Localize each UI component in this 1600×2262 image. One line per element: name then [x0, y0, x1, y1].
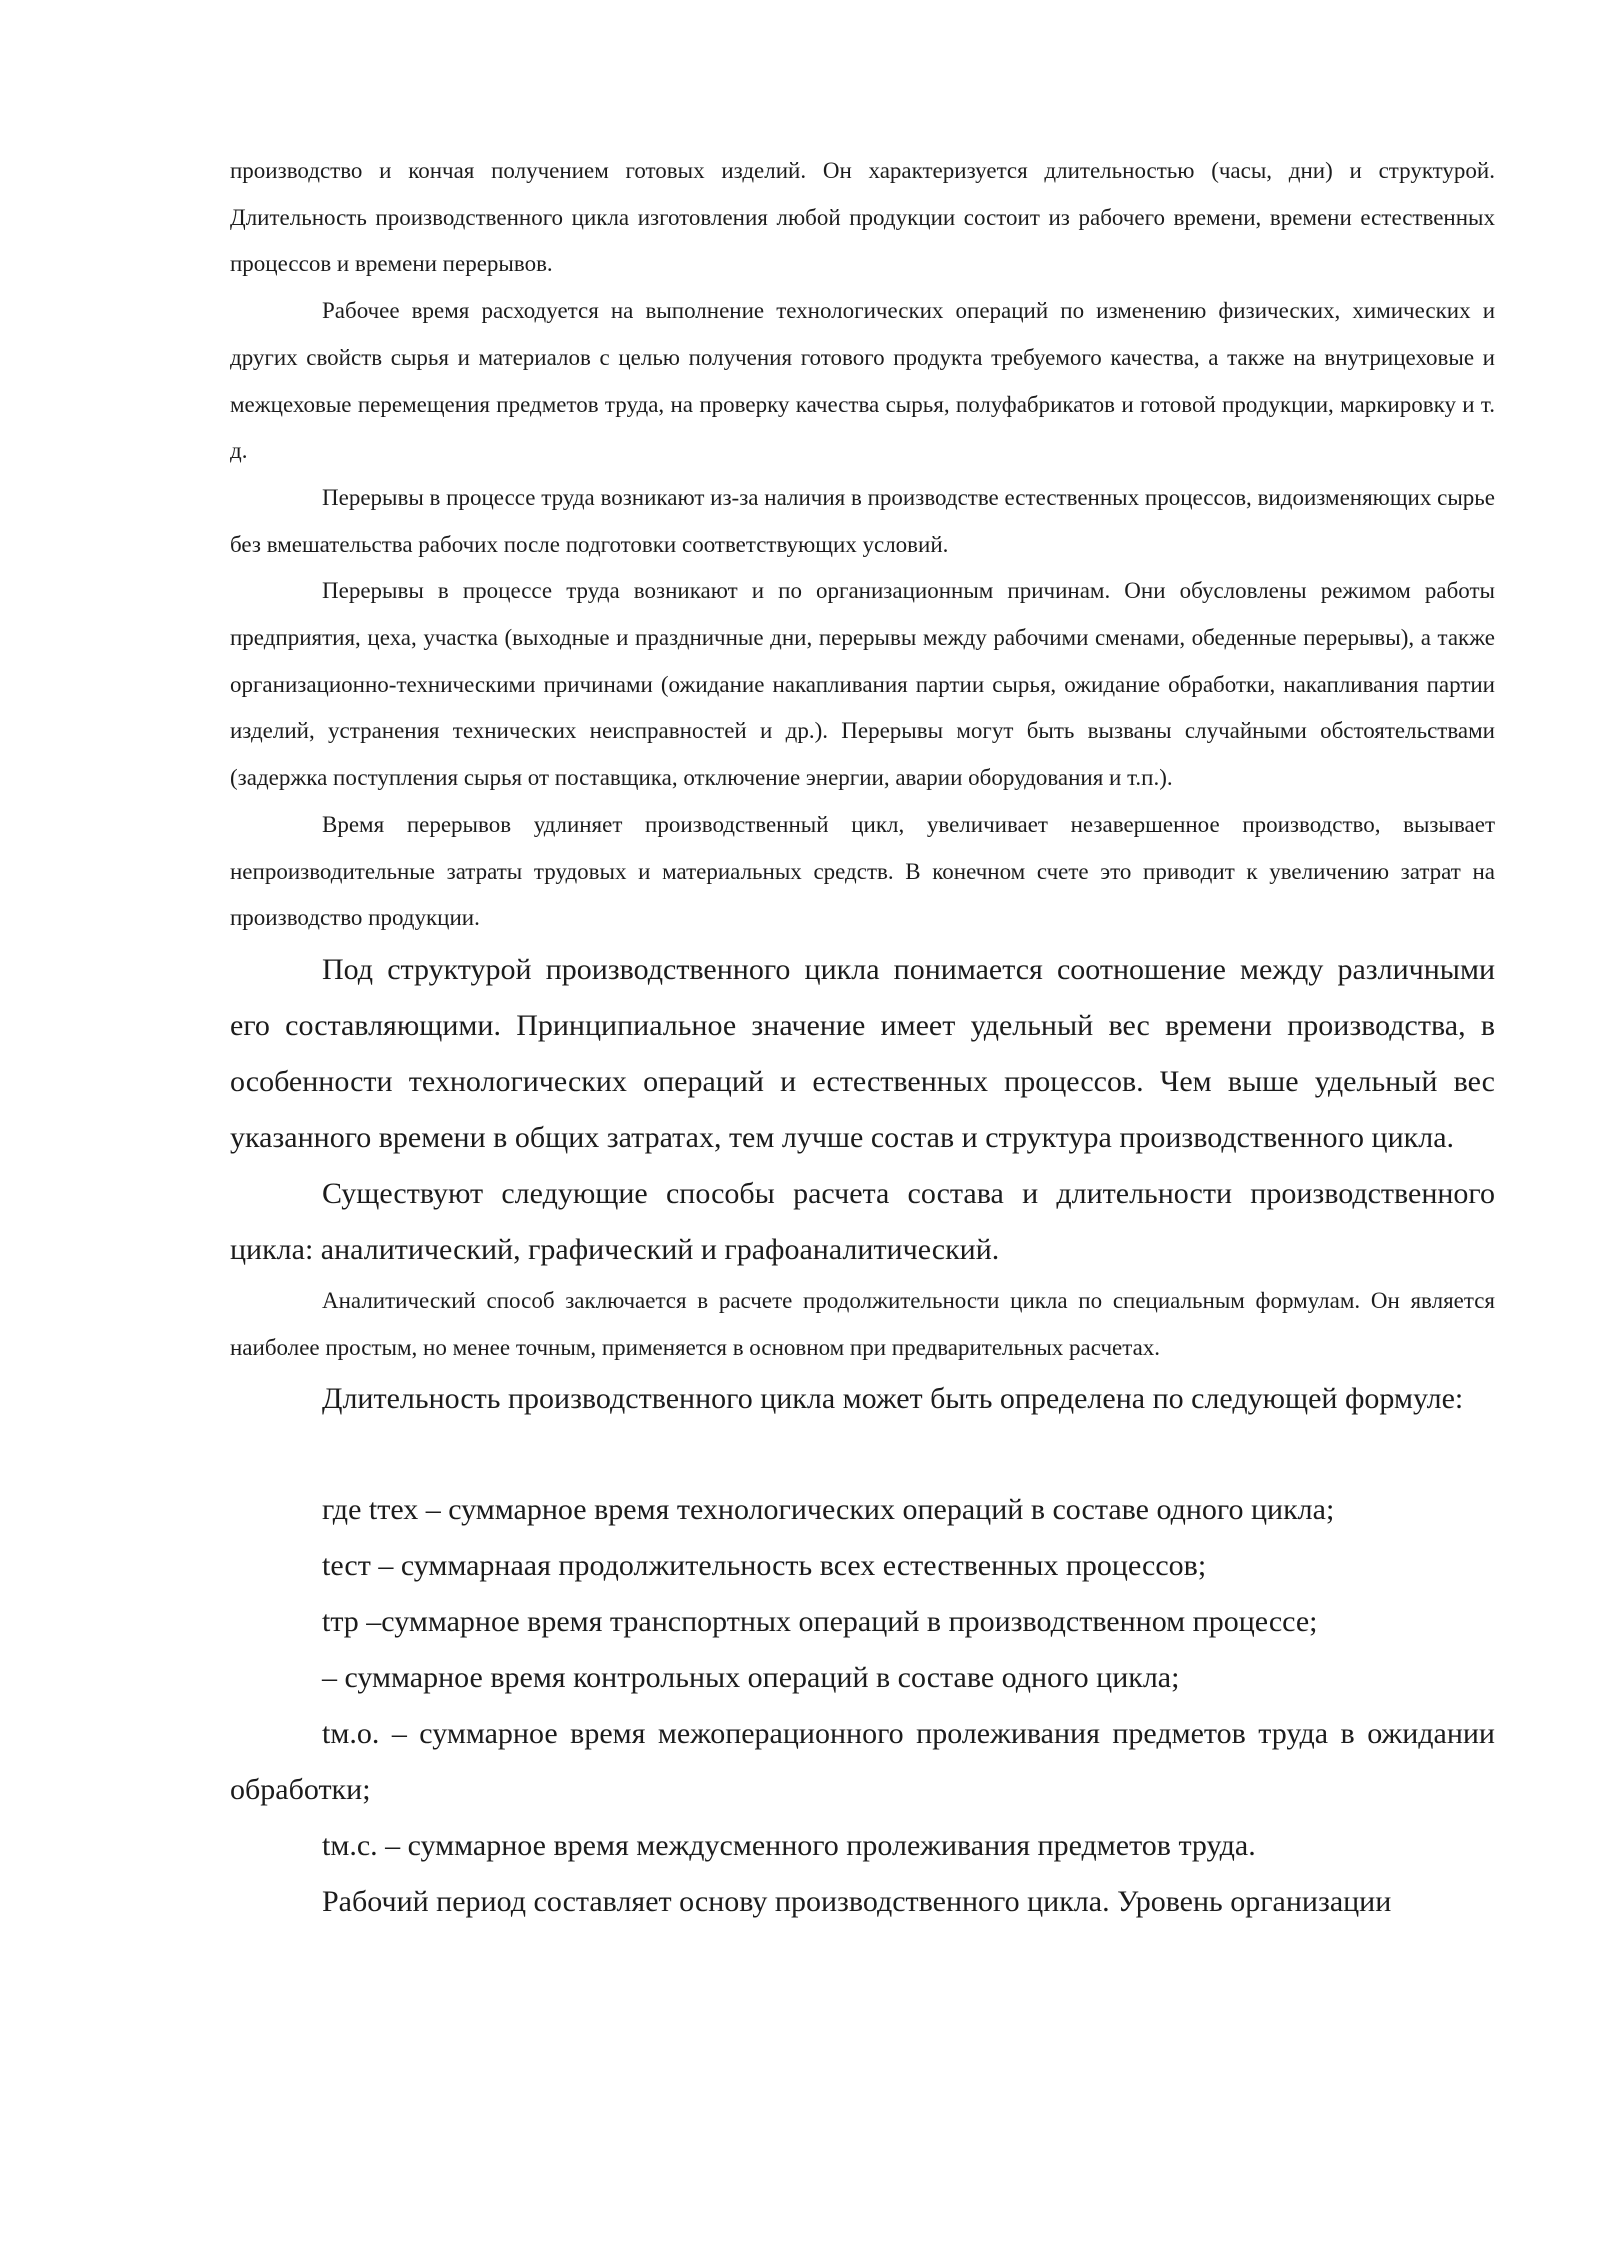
paragraph-7: Существуют следующие способы расчета состава и длительности производственного цикла: аналитический, графический и графоаналитический.	[230, 1176, 1495, 1266]
definition-test: tест – суммарнаая продолжительность всех естественных процессов;	[322, 1549, 1207, 1583]
paragraph-5: Время перерывов удлиняет производственный цикл, увеличивает незавершенное производство, вызывает непроизводительные затраты трудовых и материальных средств. В конечном счете это приводит к увеличению затрат на производство продукции.	[230, 811, 1495, 931]
paragraph-8: Аналитический способ заключается в расчете продолжительности цикла по специальным формулам. Он является наиболее простым, но менее точным, применяется в основном при предварительных расчетах.	[230, 1287, 1495, 1360]
closing-paragraph: Рабочий период составляет основу производственного цикла. Уровень организации	[322, 1885, 1392, 1919]
definition-control: – суммарное время контрольных операций в составе одного цикла;	[322, 1661, 1180, 1695]
paragraph-2: Рабочее время расходуется на выполнение технологических операций по изменению физических, химических и других свойств сырья и материалов с целью получения готового продукта требуемого качества, а также на внутрицеховые и межцеховые перемещения предметов труда, на проверку качества сырья, полуфабрикатов и готовой продукции, маркировку и т. д.	[230, 298, 1495, 464]
paragraph-9: Длительность производственного цикла может быть определена по следующей формуле:	[322, 1382, 1464, 1416]
paragraph-6: Под структурой производственного цикла понимается соотношение между различными его составляющими. Принципиальное значение имеет удельный вес времени производства, в особенности технологических операций и естественных процессов. Чем выше удельный вес указанного времени в общих затратах, тем лучше состав и структура производственного цикла.	[230, 952, 1495, 1154]
definition-tmo: tм.о. – суммарное время межоперационного пролеживания предметов труда в ожидании обработки;	[230, 1717, 1495, 1807]
paragraph-3: Перерывы в процессе труда возникают из-за наличия в производстве естественных процессов, видоизменяющих сырье без вмешательства рабочих после подготовки соответствующих условий.	[230, 484, 1495, 557]
paragraph-4: Перерывы в процессе труда возникают и по организационным причинам. Они обусловлены режимом работы предприятия, цеха, участка (выходные и праздничные дни, перерывы между рабочими сменами, обеденные перерывы), а также организационно-техническими причинами (ожидание накапливания партии сырья, ожидание обработки, накапливания партии изделий, устранения технических неисправностей и др.). Перерывы могут быть вызваны случайными обстоятельствами (задержка поступления сырья от поставщика, отключение энергии, аварии оборудования и т.п.).	[230, 578, 1495, 791]
document-page	[230, 148, 1495, 1930]
paragraph-1: производство и кончая получением готовых изделий. Он характеризуется длительностью (часы, дни) и структурой. Длительность производственного цикла изготовления любой продукции состоит из рабочего времени, времени естественных процессов и времени перерывов.	[230, 158, 1495, 277]
definition-ttr: tтр –суммарное время транспортных операций в производственном процессе;	[322, 1605, 1318, 1639]
definition-ttech: где tтех – суммарное время технологических операций в составе одного цикла;	[322, 1493, 1335, 1527]
definition-tms: tм.с. – суммарное время междусменного пролеживания предметов труда.	[322, 1829, 1256, 1863]
formula-placeholder	[230, 1427, 1495, 1482]
